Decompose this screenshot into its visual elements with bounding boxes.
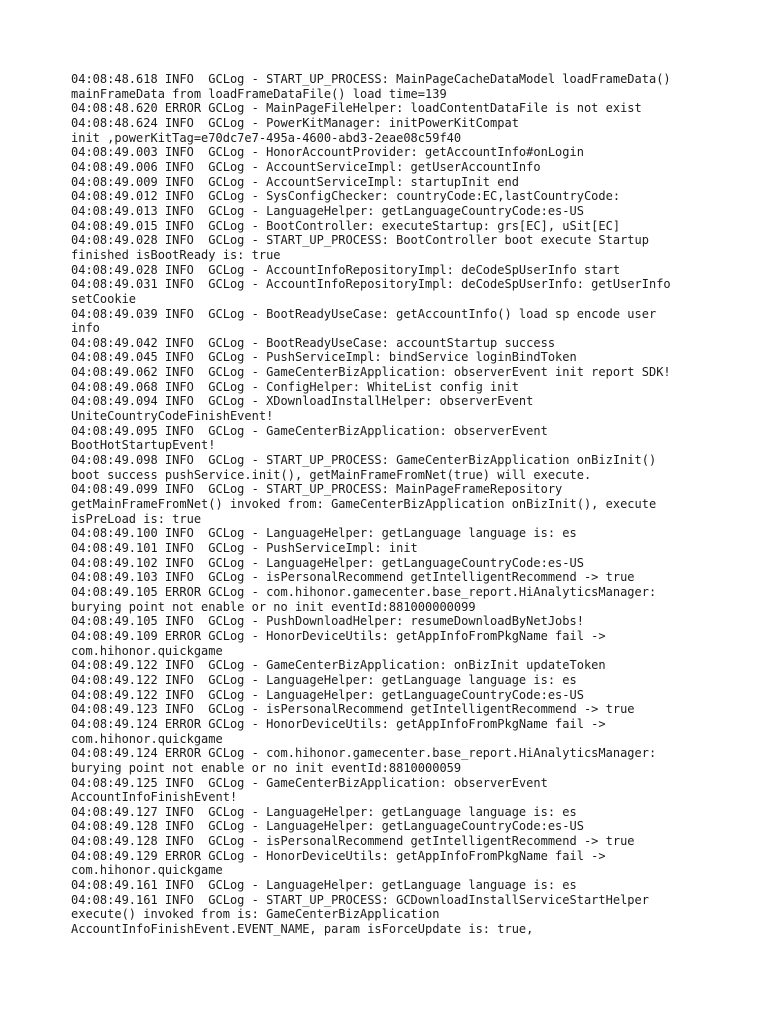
log-line: 04:08:49.128 INFO GCLog - LanguageHelper: getLanguageCountryCode:es-US xyxy=(71,819,584,834)
log-line: 04:08:49.122 INFO GCLog - LanguageHelper: getLanguageCountryCode:es-US xyxy=(71,687,584,702)
log-line: finished isBootReady is: true xyxy=(71,247,281,262)
log-line: 04:08:49.109 ERROR GCLog - HonorDeviceUtils: getAppInfoFromPkgName fail -> xyxy=(71,628,606,643)
log-line: 04:08:49.094 INFO GCLog - XDownloadInstallHelper: observerEvent xyxy=(71,394,534,409)
log-line: UniteCountryCodeFinishEvent! xyxy=(71,409,274,424)
log-line: setCookie xyxy=(71,291,137,306)
log-line: 04:08:49.045 INFO GCLog - PushServiceImpl: bindService loginBindToken xyxy=(71,350,577,365)
log-line: 04:08:49.012 INFO GCLog - SysConfigChecker: countryCode:EC,lastCountryCode: xyxy=(71,189,621,204)
log-line: 04:08:48.618 INFO GCLog - START_UP_PROCESS: MainPageCacheDataModel loadFrameData() xyxy=(71,72,671,86)
log-line: 04:08:49.103 INFO GCLog - isPersonalRecommend getIntelligentRecommend -> true xyxy=(71,570,635,585)
log-line: 04:08:49.124 ERROR GCLog - HonorDeviceUtils: getAppInfoFromPkgName fail -> xyxy=(71,716,606,731)
log-line: 04:08:49.122 INFO GCLog - LanguageHelper: getLanguage language is: es xyxy=(71,672,577,687)
log-line: 04:08:49.095 INFO GCLog - GameCenterBizApplication: observerEvent xyxy=(71,423,548,438)
log-line: AccountInfoFinishEvent.EVENT_NAME, param isForceUpdate is: true, xyxy=(71,922,534,937)
log-line: 04:08:49.098 INFO GCLog - START_UP_PROCESS: GameCenterBizApplication onBizInit() xyxy=(71,453,657,468)
log-line: 04:08:49.102 INFO GCLog - LanguageHelper: getLanguageCountryCode:es-US xyxy=(71,555,584,570)
log-line: burying point not enable or no init eventId:8810000059 xyxy=(71,760,462,775)
log-line: 04:08:49.006 INFO GCLog - AccountServiceImpl: getUserAccountInfo xyxy=(71,159,541,174)
log-line: getMainFrameFromNet() invoked from: GameCenterBizApplication onBizInit(), execute xyxy=(71,497,657,512)
log-line: 04:08:49.161 INFO GCLog - LanguageHelper: getLanguage language is: es xyxy=(71,878,577,893)
log-line: 04:08:49.124 ERROR GCLog - com.hihonor.gamecenter.base_report.HiAnalyticsManager: xyxy=(71,746,657,761)
log-line: init ,powerKitTag=e70dc7e7-495a-4600-abd3-2eae08c59f40 xyxy=(71,130,462,145)
log-line: 04:08:49.100 INFO GCLog - LanguageHelper: getLanguage language is: es xyxy=(71,526,577,541)
log-line: 04:08:49.028 INFO GCLog - START_UP_PROCESS: BootController boot execute Startup xyxy=(71,233,649,248)
log-line: 04:08:48.620 ERROR GCLog - MainPageFileHelper: loadContentDataFile is not exist xyxy=(71,101,642,116)
log-line: 04:08:49.015 INFO GCLog - BootController: executeStartup: grs[EC], uSit[EC] xyxy=(71,218,621,233)
log-line: 04:08:49.129 ERROR GCLog - HonorDeviceUtils: getAppInfoFromPkgName fail -> xyxy=(71,848,606,863)
log-line: execute() invoked from is: GameCenterBizApplication xyxy=(71,907,440,922)
log-line: 04:08:49.003 INFO GCLog - HonorAccountProvider: getAccountInfo#onLogin xyxy=(71,145,584,160)
log-line: BootHotStartupEvent! xyxy=(71,438,216,453)
log-line: 04:08:49.042 INFO GCLog - BootReadyUseCase: accountStartup success xyxy=(71,335,556,350)
log-line: 04:08:49.013 INFO GCLog - LanguageHelper: getLanguageCountryCode:es-US xyxy=(71,203,584,218)
log-line: com.hihonor.quickgame xyxy=(71,731,223,746)
log-line: AccountInfoFinishEvent! xyxy=(71,790,238,805)
log-line: 04:08:49.101 INFO GCLog - PushServiceImpl: init xyxy=(71,541,418,555)
log-line: 04:08:49.161 INFO GCLog - START_UP_PROCESS: GCDownloadInstallServiceStartHelper xyxy=(71,892,649,907)
log-line: info xyxy=(71,321,100,336)
log-line: 04:08:49.105 INFO GCLog - PushDownloadHelper: resumeDownloadByNetJobs! xyxy=(71,614,584,629)
log-line: isPreLoad is: true xyxy=(71,511,202,526)
log-line: 04:08:48.624 INFO GCLog - PowerKitManager: initPowerKitCompat xyxy=(71,115,519,130)
log-line: 04:08:49.009 INFO GCLog - AccountServiceImpl: startupInit end xyxy=(71,174,519,189)
log-line: 04:08:49.128 INFO GCLog - isPersonalRecommend getIntelligentRecommend -> true xyxy=(71,834,635,849)
log-line: 04:08:49.127 INFO GCLog - LanguageHelper: getLanguage language is: es xyxy=(71,804,577,819)
log-line: 04:08:49.125 INFO GCLog - GameCenterBizApplication: observerEvent xyxy=(71,775,548,790)
log-line: 04:08:49.039 INFO GCLog - BootReadyUseCase: getAccountInfo() load sp encode user xyxy=(71,306,657,321)
log-line: 04:08:49.062 INFO GCLog - GameCenterBizApplication: observerEvent init report SDK! xyxy=(71,365,671,380)
log-line: 04:08:49.105 ERROR GCLog - com.hihonor.gamecenter.base_report.HiAnalyticsManager: xyxy=(71,584,657,599)
log-line: 04:08:49.099 INFO GCLog - START_UP_PROCESS: MainPageFrameRepository xyxy=(71,482,563,497)
log-line: com.hihonor.quickgame xyxy=(71,863,223,878)
log-line: 04:08:49.031 INFO GCLog - AccountInfoRepositoryImpl: deCodeSpUserInfo: getUserInfo xyxy=(71,277,671,292)
log-line: 04:08:49.028 INFO GCLog - AccountInfoRepositoryImpl: deCodeSpUserInfo start xyxy=(71,262,621,277)
log-line: 04:08:49.068 INFO GCLog - ConfigHelper: WhiteList config init xyxy=(71,379,519,394)
log-line: boot success pushService.init(), getMainFrameFromNet(true) will execute. xyxy=(71,467,592,482)
log-line: burying point not enable or no init eventId:881000000099 xyxy=(71,599,476,614)
log-document xyxy=(71,72,711,937)
log-line: 04:08:49.123 INFO GCLog - isPersonalRecommend getIntelligentRecommend -> true xyxy=(71,702,635,717)
log-line: mainFrameData from loadFrameDataFile() load time=139 xyxy=(71,86,447,101)
log-line: 04:08:49.122 INFO GCLog - GameCenterBizApplication: onBizInit updateToken xyxy=(71,658,606,673)
log-line: com.hihonor.quickgame xyxy=(71,643,223,658)
